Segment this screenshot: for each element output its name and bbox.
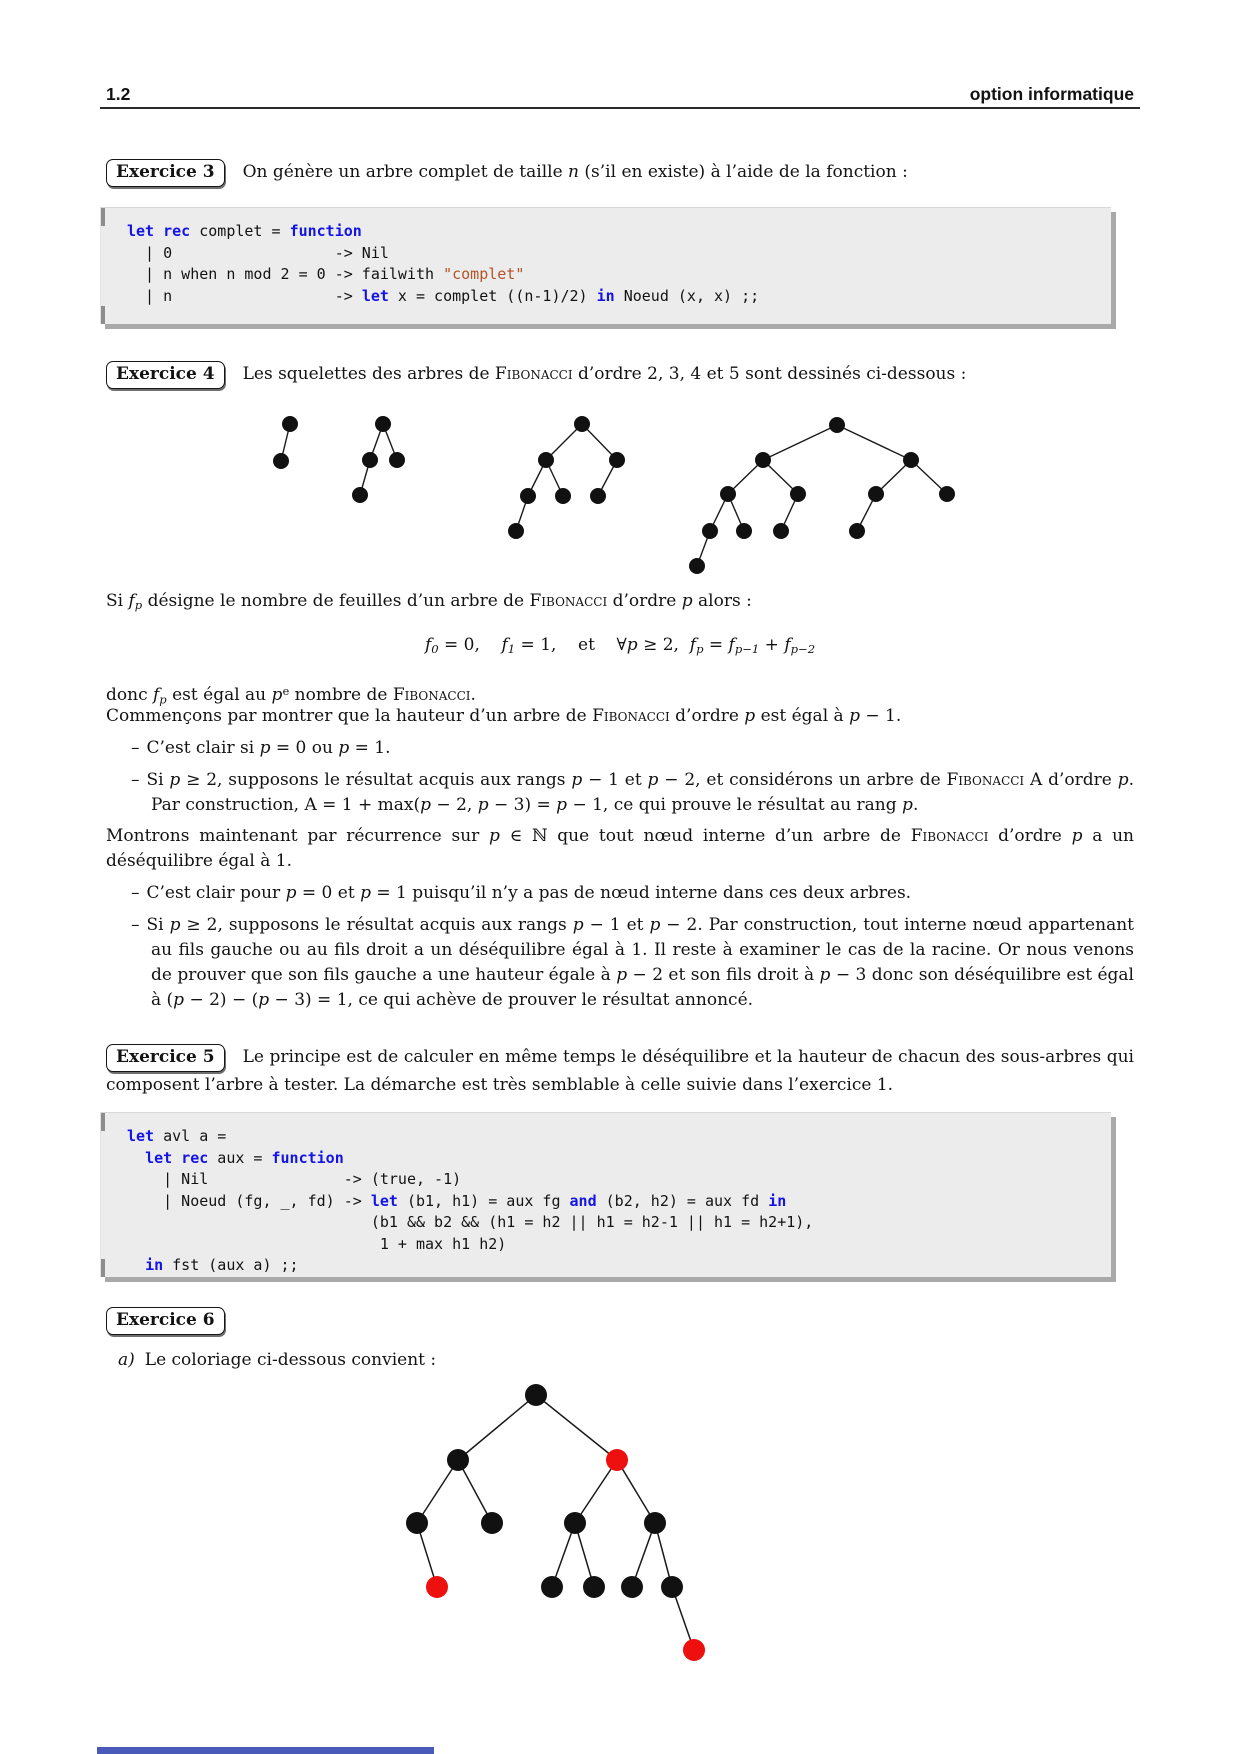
exercise3-label: Exercice 3 xyxy=(106,159,225,187)
code-frame-tick xyxy=(101,1113,105,1131)
code-line: | Noeud (fg, _, fd) -> let (b1, h1) = aux fg and (b2, h2) = aux fd in xyxy=(127,1191,787,1210)
colored-tree-figure xyxy=(380,1370,740,1680)
tree-node-black xyxy=(555,488,571,504)
tree-node-black xyxy=(362,452,378,468)
tree-node-black xyxy=(903,452,919,468)
code-line: | n when n mod 2 = 0 -> failwith "complet" xyxy=(127,265,525,283)
code-line: | n -> let x = complet ((n-1)/2) in Noeud (x, x) ;; xyxy=(127,286,760,305)
height-bullet-2 xyxy=(131,768,1134,818)
balance-bullet-2 xyxy=(131,913,1134,1013)
code-listing xyxy=(101,1113,1111,1289)
code-frame-tick xyxy=(101,1259,105,1277)
tree-node-red xyxy=(606,1449,628,1471)
tree-node-red xyxy=(683,1639,705,1661)
tree-node-black xyxy=(520,488,536,504)
exercise4-label: Exercice 4 xyxy=(106,361,225,389)
tree-node-black xyxy=(644,1512,666,1534)
tree-node-black xyxy=(389,452,405,468)
tree-node-black xyxy=(352,487,368,503)
tree-edge xyxy=(617,1460,655,1523)
exercise6-heading xyxy=(106,1306,1134,1335)
code-line: in fst (aux a) ;; xyxy=(145,1256,299,1274)
tree-node-black xyxy=(736,523,752,539)
bullet-text: Si p ≥ 2, supposons le résultat acquis aux rangs p − 1 et p − 2. Par construction, tout interne nœud appartenant au fils gauche ou au fils droit a un déséquilibre égal à 1. Il reste à examiner le cas de la racine. Or nous venons de prouver que son fils gauche a une hauteur égale à p − 2 et son fils droit à p − 3 donc son déséquilibre est égal à (p − 2) − (p − 3) = 1, ce qui achève de prouver le résultat annoncé. xyxy=(146,915,1134,1010)
bullet-dash: – xyxy=(131,915,140,935)
exercise6-label: Exercice 6 xyxy=(106,1307,225,1335)
exercise3-heading xyxy=(106,158,1134,187)
tree-node-black xyxy=(375,416,391,432)
tree-node-black xyxy=(538,452,554,468)
tree-node-black xyxy=(282,416,298,432)
exercise5-label: Exercice 5 xyxy=(106,1044,225,1072)
exercise4-intro: Les squelettes des arbres de Fibonacci d’ordre 2, 3, 4 et 5 sont dessinés ci-dessous : xyxy=(242,364,967,384)
tree-node-black xyxy=(849,523,865,539)
tree-node-black xyxy=(755,452,771,468)
commencons-line: Commençons par montrer que la hauteur d’un arbre de Fibonacci d’ordre p est égal à p − 1. xyxy=(106,706,902,726)
exercise5-intro: Le principe est de calculer en même temps le déséquilibre et la hauteur de chacun des sous-arbres qui composent l’arbre à tester. La démarche est très semblable à celle suivie dans l’exercice 1. xyxy=(106,1047,1134,1095)
code-line: | Nil -> (true, -1) xyxy=(127,1170,462,1188)
code-line: let rec complet = function xyxy=(127,222,362,240)
code-frame-tick xyxy=(101,208,105,226)
tree-node-black xyxy=(525,1384,547,1406)
tree-node-black xyxy=(541,1576,563,1598)
item-a-marker: a) xyxy=(118,1350,135,1370)
donc-line: donc fp est égal au $p^e$ nombre de Fibonacci. xyxy=(106,684,476,707)
header-course-name: option informatique xyxy=(969,84,1134,104)
tree-node-black xyxy=(564,1512,586,1534)
tree-node-black xyxy=(773,523,789,539)
code-block-complet xyxy=(100,207,1111,324)
footer-blue-bar xyxy=(97,1747,434,1754)
tree-node-black xyxy=(790,486,806,502)
tree-edge xyxy=(536,1395,617,1460)
montrons-paragraph: Montrons maintenant par récurrence sur p ∈ ℕ que tout nœud interne d’un arbre de Fibonacci d’ordre p a un déséquilibre égal à 1. xyxy=(106,826,1135,871)
code-frame-tick xyxy=(101,306,105,324)
tree-node-black xyxy=(621,1576,643,1598)
tree-node-black xyxy=(406,1512,428,1534)
tree-node-black xyxy=(583,1576,605,1598)
bullet-text: Si p ≥ 2, supposons le résultat acquis aux rangs p − 1 et p − 2, et considérons un arbre de Fibonacci A d’ordre p. Par construction, A = 1 + max(p − 2, p − 3) = p − 1, ce qui prouve le résultat au rang p. xyxy=(146,770,1134,815)
code-line: | 0 -> Nil xyxy=(127,243,389,262)
tree-node-black xyxy=(481,1512,503,1534)
code-listing xyxy=(101,208,1111,319)
code-block-avl xyxy=(100,1112,1111,1277)
bullet-text: C’est clair si p = 0 ou p = 1. xyxy=(146,738,391,758)
bullet-dash: – xyxy=(131,738,140,758)
tree-edge xyxy=(417,1460,458,1523)
exercise3-intro: On génère un arbre complet de taille n (s’il en existe) à l’aide de la fonction : xyxy=(242,162,908,182)
balance-bullet-1 xyxy=(131,881,1134,906)
tree-node-black xyxy=(609,452,625,468)
tree-node-black xyxy=(447,1449,469,1471)
tree-edge xyxy=(458,1395,536,1460)
tree-node-black xyxy=(868,486,884,502)
bullet-dash: – xyxy=(131,770,140,790)
exercise5-heading xyxy=(106,1044,1134,1099)
exercise4-heading xyxy=(106,360,1134,389)
tree-node-black xyxy=(939,486,955,502)
header-section-number: 1.2 xyxy=(106,84,131,104)
header-rule xyxy=(100,107,1140,109)
code-line: 1 + max h1 h2) xyxy=(127,1234,507,1253)
tree-edge xyxy=(837,425,911,460)
tree-node-black xyxy=(702,523,718,539)
tree-edge xyxy=(763,425,837,460)
bullet-dash: – xyxy=(131,883,140,903)
height-bullet-1 xyxy=(131,736,1134,761)
tree-node-black xyxy=(590,488,606,504)
item-a-text: Le coloriage ci-dessous convient : xyxy=(144,1350,437,1370)
tree-edge xyxy=(575,1460,617,1523)
tree-node-black xyxy=(689,558,705,574)
code-line: (b1 && b2 && (h1 = h2 || h1 = h2-1 || h1 = h2+1), xyxy=(127,1213,814,1231)
tree-node-black xyxy=(720,486,736,502)
tree-node-black xyxy=(574,416,590,432)
tree-node-black xyxy=(661,1576,683,1598)
code-line: let avl a = xyxy=(127,1127,227,1145)
tree-node-black xyxy=(273,453,289,469)
code-line: let rec aux = function xyxy=(145,1148,344,1167)
fibonacci-formula: f0 = 0, f1 = 1, et ∀p ≥ 2, fp = fp−1 + fp−2 xyxy=(424,635,816,657)
leaves-paragraph: Si fp désigne le nombre de feuilles d’un arbre de Fibonacci d’ordre p alors : xyxy=(106,591,752,613)
bullet-text: C’est clair pour p = 0 et p = 1 puisqu’il n’y a pas de nœud interne dans ces deux arbres. xyxy=(146,883,912,903)
fibonacci-trees-figure xyxy=(250,405,980,585)
tree-node-black xyxy=(508,523,524,539)
tree-node-black xyxy=(829,417,845,433)
tree-node-red xyxy=(426,1576,448,1598)
